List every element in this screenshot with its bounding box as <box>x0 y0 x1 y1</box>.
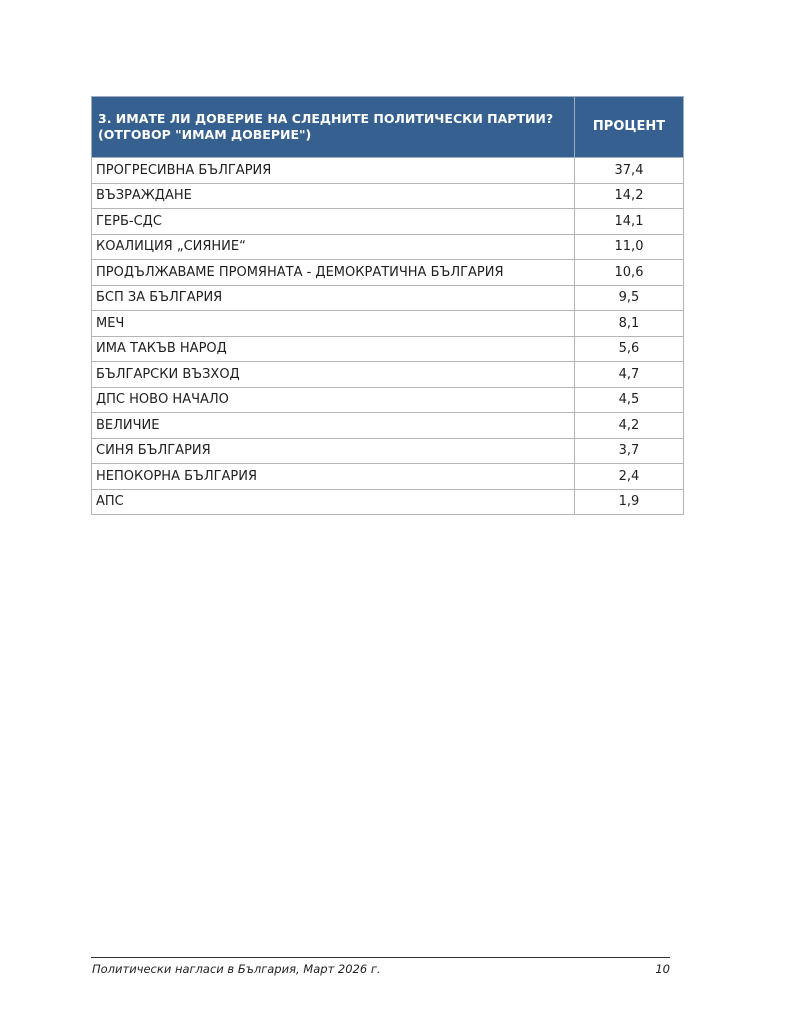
percent-value-cell: 8,1 <box>575 311 684 337</box>
party-name-cell: ВЪЗРАЖДАНЕ <box>92 183 575 209</box>
table-row <box>92 489 684 515</box>
percent-value-cell: 14,2 <box>575 183 684 209</box>
party-name-cell: НЕПОКОРНА БЪЛГАРИЯ <box>92 464 575 490</box>
percent-header: ПРОЦЕНТ <box>575 97 684 158</box>
percent-value-cell: 4,2 <box>575 413 684 439</box>
party-name-cell: ИМА ТАКЪВ НАРОД <box>92 336 575 362</box>
table-row <box>92 362 684 388</box>
table-row <box>92 285 684 311</box>
table-header-row <box>92 97 684 158</box>
footer-divider <box>91 957 670 958</box>
party-name-cell: МЕЧ <box>92 311 575 337</box>
table-row <box>92 336 684 362</box>
percent-value-cell: 14,1 <box>575 209 684 235</box>
party-name-cell: БЪЛГАРСКИ ВЪЗХОД <box>92 362 575 388</box>
footer-title: Политически нагласи в България, Март 2026 г. <box>92 962 381 976</box>
percent-value-cell: 5,6 <box>575 336 684 362</box>
percent-value-cell: 4,5 <box>575 387 684 413</box>
trust-table <box>91 96 684 515</box>
percent-value-cell: 11,0 <box>575 234 684 260</box>
party-name-cell: КОАЛИЦИЯ „СИЯНИЕ“ <box>92 234 575 260</box>
table-row <box>92 260 684 286</box>
percent-value-cell: 9,5 <box>575 285 684 311</box>
table-row <box>92 464 684 490</box>
table-row <box>92 311 684 337</box>
party-name-cell: АПС <box>92 489 575 515</box>
percent-value-cell: 1,9 <box>575 489 684 515</box>
table-body <box>92 158 684 515</box>
party-name-cell: БСП ЗА БЪЛГАРИЯ <box>92 285 575 311</box>
page-number: 10 <box>655 962 670 976</box>
table-row <box>92 183 684 209</box>
table-row <box>92 234 684 260</box>
party-name-cell: ПРОДЪЛЖАВАМЕ ПРОМЯНАТА - ДЕМОКРАТИЧНА БЪЛГАРИЯ <box>92 260 575 286</box>
percent-value-cell: 3,7 <box>575 438 684 464</box>
table-row <box>92 387 684 413</box>
table-row <box>92 413 684 439</box>
party-name-cell: ГЕРБ-СДС <box>92 209 575 235</box>
percent-value-cell: 37,4 <box>575 158 684 184</box>
table-row <box>92 158 684 184</box>
party-name-cell: ДПС НОВО НАЧАЛО <box>92 387 575 413</box>
percent-value-cell: 10,6 <box>575 260 684 286</box>
table-row <box>92 438 684 464</box>
party-name-cell: ВЕЛИЧИЕ <box>92 413 575 439</box>
table-row <box>92 209 684 235</box>
percent-value-cell: 2,4 <box>575 464 684 490</box>
question-header: 3. ИМАТЕ ЛИ ДОВЕРИЕ НА СЛЕДНИТЕ ПОЛИТИЧЕСКИ ПАРТИИ? (ОТГОВОР "ИМАМ ДОВЕРИЕ") <box>92 97 575 158</box>
party-name-cell: СИНЯ БЪЛГАРИЯ <box>92 438 575 464</box>
percent-value-cell: 4,7 <box>575 362 684 388</box>
party-name-cell: ПРОГРЕСИВНА БЪЛГАРИЯ <box>92 158 575 184</box>
